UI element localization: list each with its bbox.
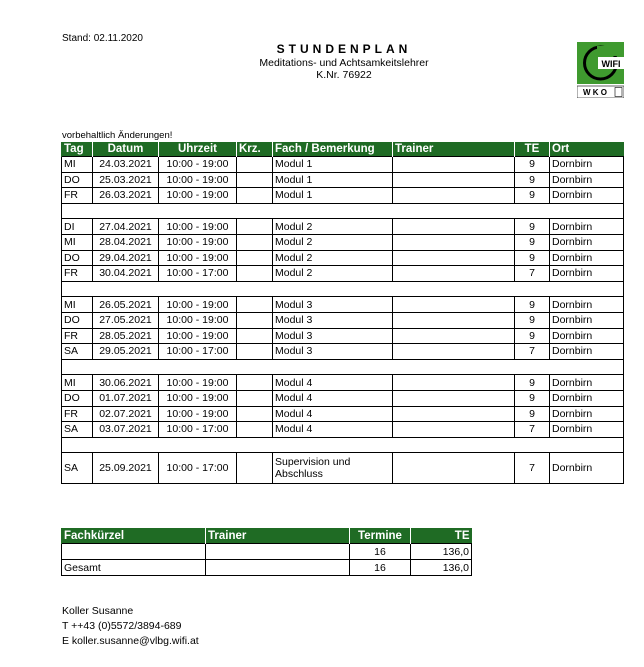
cell-fach: Modul 3 [273, 344, 393, 360]
cell-ort: Dornbirn [550, 188, 624, 204]
cell-uhrzeit: 10:00 - 19:00 [159, 157, 237, 173]
table-row [62, 422, 624, 438]
col-summary-te: TE [411, 528, 472, 544]
cell-krz [237, 219, 273, 235]
summary-cell-fachkuerzel: Gesamt [62, 560, 206, 576]
group-spacer-row [62, 437, 624, 453]
contact-name: Koller Susanne [62, 605, 134, 617]
cell-fach: Modul 2 [273, 250, 393, 266]
table-row [62, 157, 624, 173]
cell-ort: Dornbirn [550, 266, 624, 282]
cell-te: 9 [515, 219, 550, 235]
summary-cell-termine: 16 [350, 560, 411, 576]
cell-ort: Dornbirn [550, 219, 624, 235]
cell-ort: Dornbirn [550, 390, 624, 406]
table-row [62, 328, 624, 344]
cell-datum: 30.06.2021 [93, 375, 159, 391]
summary-row [62, 544, 472, 560]
cell-te: 9 [515, 234, 550, 250]
cell-ort: Dornbirn [550, 422, 624, 438]
title-block [200, 42, 488, 81]
col-summary-trainer: Trainer [206, 528, 350, 544]
table-row [62, 390, 624, 406]
cell-krz [237, 328, 273, 344]
contact-phone: T ++43 (0)5572/3894-689 [62, 620, 182, 632]
cell-datum: 25.03.2021 [93, 172, 159, 188]
table-row [62, 453, 624, 484]
cell-fach: Modul 4 [273, 422, 393, 438]
table-row [62, 344, 624, 360]
cell-krz [237, 172, 273, 188]
cell-tag: DI [62, 219, 93, 235]
summary-cell-te: 136,0 [411, 560, 472, 576]
cell-datum: 26.03.2021 [93, 188, 159, 204]
cell-uhrzeit: 10:00 - 19:00 [159, 328, 237, 344]
cell-datum: 27.05.2021 [93, 312, 159, 328]
summary-cell-fachkuerzel [62, 544, 206, 560]
table-row [62, 312, 624, 328]
cell-krz [237, 266, 273, 282]
cell-datum: 24.03.2021 [93, 157, 159, 173]
cell-ort: Dornbirn [550, 172, 624, 188]
cell-te: 9 [515, 312, 550, 328]
cell-tag: DO [62, 390, 93, 406]
cell-te: 7 [515, 453, 550, 484]
col-ort: Ort [550, 142, 624, 157]
col-fach: Fach / Bemerkung [273, 142, 393, 157]
cell-datum: 30.04.2021 [93, 266, 159, 282]
cell-fach: Modul 3 [273, 328, 393, 344]
cell-tag: SA [62, 344, 93, 360]
cell-fach: Modul 2 [273, 234, 393, 250]
col-fachkuerzel: Fachkürzel [62, 528, 206, 544]
cell-uhrzeit: 10:00 - 19:00 [159, 172, 237, 188]
cell-tag: SA [62, 422, 93, 438]
cell-trainer [393, 344, 515, 360]
cell-uhrzeit: 10:00 - 17:00 [159, 266, 237, 282]
cell-ort: Dornbirn [550, 406, 624, 422]
cell-tag: MI [62, 375, 93, 391]
col-datum: Datum [93, 142, 159, 157]
cell-ort: Dornbirn [550, 250, 624, 266]
cell-tag: DO [62, 250, 93, 266]
cell-te: 7 [515, 344, 550, 360]
cell-datum: 28.04.2021 [93, 234, 159, 250]
cell-krz [237, 375, 273, 391]
cell-datum: 26.05.2021 [93, 297, 159, 313]
cell-krz [237, 422, 273, 438]
col-te: TE [515, 142, 550, 157]
group-spacer-row [62, 281, 624, 297]
cell-uhrzeit: 10:00 - 19:00 [159, 250, 237, 266]
course-number: K.Nr. 76922 [316, 69, 372, 81]
table-row [62, 234, 624, 250]
cell-te: 9 [515, 250, 550, 266]
wifi-logo-icon [577, 42, 624, 98]
cell-datum: 28.05.2021 [93, 328, 159, 344]
cell-datum: 03.07.2021 [93, 422, 159, 438]
table-row [62, 188, 624, 204]
cell-te: 9 [515, 297, 550, 313]
cell-trainer [393, 453, 515, 484]
cell-tag: FR [62, 406, 93, 422]
cell-ort: Dornbirn [550, 297, 624, 313]
table-row [62, 406, 624, 422]
cell-krz [237, 157, 273, 173]
group-spacer-row [62, 359, 624, 375]
cell-datum: 25.09.2021 [93, 453, 159, 484]
cell-fach: Supervision und Abschluss [273, 453, 393, 484]
cell-tag: MI [62, 157, 93, 173]
cell-datum: 27.04.2021 [93, 219, 159, 235]
disclaimer-note: vorbehaltlich Änderungen! [62, 130, 173, 141]
cell-te: 9 [515, 328, 550, 344]
cell-tag: MI [62, 297, 93, 313]
cell-trainer [393, 172, 515, 188]
cell-krz [237, 188, 273, 204]
cell-te: 9 [515, 375, 550, 391]
summary-cell-trainer [206, 560, 350, 576]
cell-krz [237, 453, 273, 484]
cell-uhrzeit: 10:00 - 19:00 [159, 375, 237, 391]
col-krz: Krz. [237, 142, 273, 157]
cell-uhrzeit: 10:00 - 19:00 [159, 312, 237, 328]
cell-tag: DO [62, 172, 93, 188]
logo-text: WIFI [601, 59, 621, 69]
cell-trainer [393, 375, 515, 391]
contact-email: E koller.susanne@vlbg.wifi.at [62, 635, 199, 647]
spacer-cell [62, 203, 624, 219]
cell-fach: Modul 4 [273, 406, 393, 422]
spacer-cell [62, 359, 624, 375]
cell-trainer [393, 157, 515, 173]
cell-krz [237, 406, 273, 422]
cell-trainer [393, 234, 515, 250]
cell-uhrzeit: 10:00 - 19:00 [159, 188, 237, 204]
table-row [62, 219, 624, 235]
cell-te: 9 [515, 188, 550, 204]
cell-fach: Modul 4 [273, 375, 393, 391]
cell-trainer [393, 312, 515, 328]
cell-tag: MI [62, 234, 93, 250]
summary-body [62, 544, 472, 576]
cell-trainer [393, 266, 515, 282]
cell-fach: Modul 3 [273, 312, 393, 328]
cell-trainer [393, 219, 515, 235]
cell-krz [237, 234, 273, 250]
cell-ort: Dornbirn [550, 453, 624, 484]
cell-te: 7 [515, 422, 550, 438]
cell-trainer [393, 188, 515, 204]
schedule-table [61, 142, 624, 484]
cell-uhrzeit: 10:00 - 17:00 [159, 344, 237, 360]
cell-krz [237, 344, 273, 360]
summary-cell-te: 136,0 [411, 544, 472, 560]
spacer-cell [62, 281, 624, 297]
contact-block [62, 604, 199, 649]
cell-uhrzeit: 10:00 - 19:00 [159, 219, 237, 235]
cell-trainer [393, 422, 515, 438]
logo-footer-text: W K O [583, 88, 607, 97]
cell-ort: Dornbirn [550, 344, 624, 360]
cell-te: 7 [515, 266, 550, 282]
table-row [62, 297, 624, 313]
col-tag: Tag [62, 142, 93, 157]
cell-uhrzeit: 10:00 - 17:00 [159, 453, 237, 484]
cell-uhrzeit: 10:00 - 19:00 [159, 406, 237, 422]
cell-datum: 29.05.2021 [93, 344, 159, 360]
group-spacer-row [62, 203, 624, 219]
cell-tag: FR [62, 188, 93, 204]
document-subtitle: Meditations- und Achtsamkeitslehrer [259, 57, 429, 69]
cell-trainer [393, 328, 515, 344]
cell-te: 9 [515, 157, 550, 173]
cell-krz [237, 250, 273, 266]
cell-datum: 01.07.2021 [93, 390, 159, 406]
summary-header-row [62, 528, 472, 544]
cell-krz [237, 312, 273, 328]
cell-krz [237, 390, 273, 406]
cell-trainer [393, 250, 515, 266]
cell-ort: Dornbirn [550, 234, 624, 250]
cell-tag: SA [62, 453, 93, 484]
cell-ort: Dornbirn [550, 157, 624, 173]
col-uhrzeit: Uhrzeit [159, 142, 237, 157]
table-row [62, 375, 624, 391]
cell-ort: Dornbirn [550, 375, 624, 391]
schedule-body [62, 157, 624, 484]
cell-datum: 02.07.2021 [93, 406, 159, 422]
table-row [62, 250, 624, 266]
cell-trainer [393, 297, 515, 313]
cell-fach: Modul 4 [273, 390, 393, 406]
summary-row [62, 560, 472, 576]
cell-ort: Dornbirn [550, 312, 624, 328]
wifi-logo [577, 42, 624, 98]
col-termine: Termine [350, 528, 411, 544]
summary-cell-trainer [206, 544, 350, 560]
cell-uhrzeit: 10:00 - 19:00 [159, 234, 237, 250]
cell-fach: Modul 2 [273, 219, 393, 235]
cell-tag: FR [62, 328, 93, 344]
cell-fach: Modul 3 [273, 297, 393, 313]
spacer-cell [62, 437, 624, 453]
cell-uhrzeit: 10:00 - 19:00 [159, 297, 237, 313]
cell-te: 9 [515, 172, 550, 188]
col-trainer: Trainer [393, 142, 515, 157]
cell-tag: FR [62, 266, 93, 282]
cell-krz [237, 297, 273, 313]
stand-date: Stand: 02.11.2020 [62, 33, 143, 44]
schedule-header-row [62, 142, 624, 157]
table-row [62, 266, 624, 282]
cell-fach: Modul 1 [273, 157, 393, 173]
cell-te: 9 [515, 390, 550, 406]
cell-uhrzeit: 10:00 - 19:00 [159, 390, 237, 406]
cell-tag: DO [62, 312, 93, 328]
cell-fach: Modul 1 [273, 172, 393, 188]
summary-table [61, 528, 472, 576]
summary-cell-termine: 16 [350, 544, 411, 560]
table-row [62, 172, 624, 188]
cell-te: 9 [515, 406, 550, 422]
cell-fach: Modul 2 [273, 266, 393, 282]
cell-fach: Modul 1 [273, 188, 393, 204]
cell-uhrzeit: 10:00 - 17:00 [159, 422, 237, 438]
document-title: STUNDENPLAN [276, 42, 412, 56]
cell-datum: 29.04.2021 [93, 250, 159, 266]
cell-ort: Dornbirn [550, 328, 624, 344]
cell-trainer [393, 406, 515, 422]
cell-trainer [393, 390, 515, 406]
